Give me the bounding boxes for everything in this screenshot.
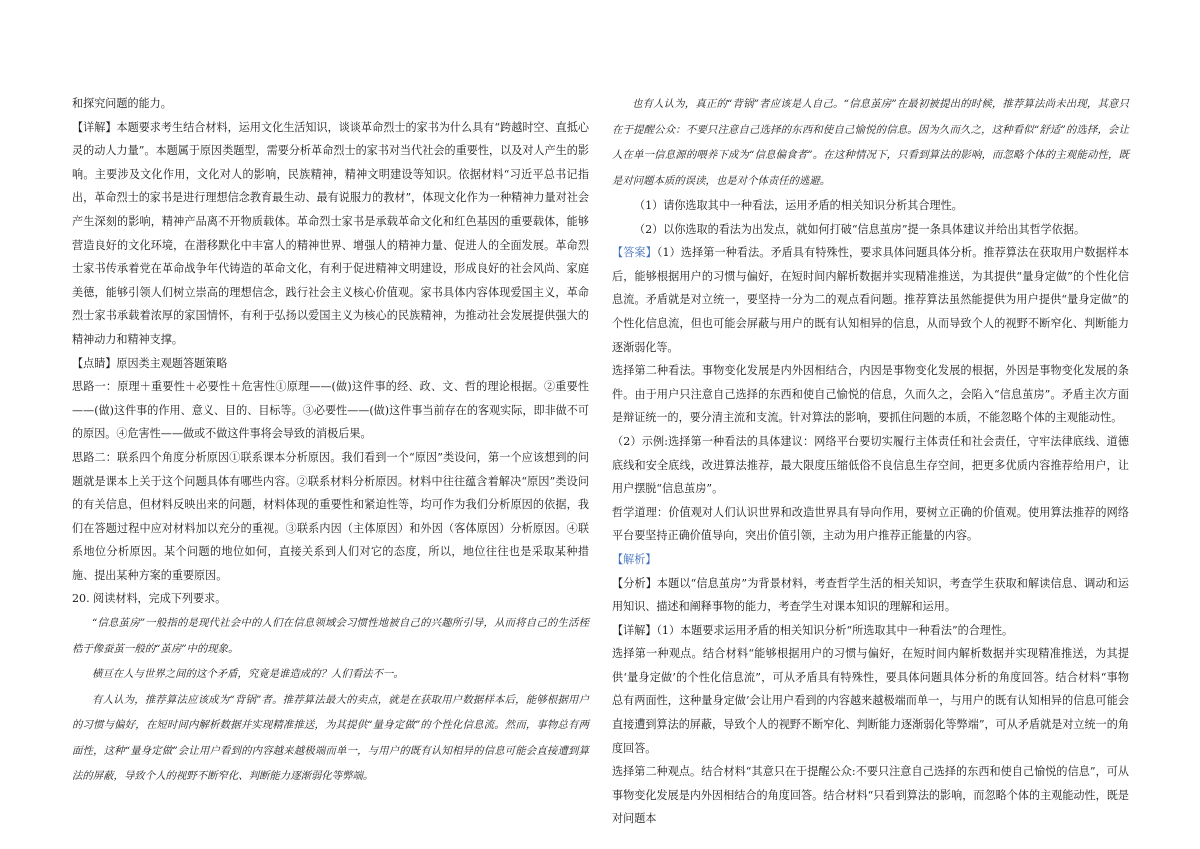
answer-paragraph-1 (612, 241, 1129, 359)
analysis-paragraph-4: 选择第二种观点。结合材料“其意只在于提醒公众:不要只注意自己选择的东西和使自己愉悦的信息”，可从事物变化发展是内外因相结合的角度回答。结合材料“只看到算法的影响，而忽略个体的主观能动性，既是对问题本 (612, 765, 1129, 826)
sub-question-2: （2）以你选取的看法为出发点，就如何打破“信息茧房”提一条具体建议并给出其哲学依据。 (634, 222, 1086, 236)
paragraph-detail-explanation: 【详解】本题要求考生结合材料，运用文化生活知识，谈谈革命烈士的家书为什么具有“跨越时空、直抵心灵的动人力量”。本题属于原因类题型，需要分析革命烈士的家书对当代社会的重要性，以及对人产生的影响。主要涉及文化作用，文化对人的影响，民族精神，精神文明建设等知识。依据材料“习近平总书记指出，革命烈士的家书是进行理想信念教育最生动、最有说服力的教材”，体现文化作为一种精神力量对社会产生深刻的影响，精神产品离不开物质载体。革命烈士家书是承载革命文化和红色基因的重要载体，能够营造良好的文化环境，在潜移默化中丰富人的精神世界、增强人的精神力量、促进人的全面发展。革命烈士家书传承着党在革命战争年代铸造的革命文化，有利于促进精神文明建设，形成良好的社会风尚、家庭美德，能够引领人们树立崇高的理想信念，践行社会主义核心价值观。家书具体内容体现爱国主义，革命烈士家书承载着浓厚的家国情怀，有利于弘扬以爱国主义为核心的民族精神，为推动社会发展提供强大的精神动力和精神支撑。 (72, 120, 589, 346)
paragraph-approach-two: 思路二：联系四个角度分析原因①联系课本分析原因。我们看到一个“原因”类设问，第一个应该想到的问题就是课本上关于这个问题具体有哪些内容。②联系材料分析原因。材料中往往蕴含着解决“原因”类设问的有关信息，但材料反映出来的问题，材料体现的重要性和紧迫性等，均可作为我们分析原因的依据，我们在答题过程中应对材料加以充分的重视。③联系内因（主体原因）和外因（客体原因）分析原因。④联系地位分析原因。某个问题的地位如何，直接关系到人们对它的态度，所以，地位往往也是采取某种措施、提出某种方案的重要原因。 (72, 450, 589, 582)
answer-tag: 【答案】 (612, 246, 657, 260)
paragraph-approach-one: 思路一：原理＋重要性＋必要性＋危害性①原理——(做)这件事的经、政、文、哲的理论根据。②重要性——(做)这件事的作用、意义、目的、目标等。③必要性——(做)这件事当前存在的客观实际，即非做不可的原因。④危害性——做或不做这件事将会导致的消极后果。 (72, 380, 589, 441)
sub-question-1: （1）请你选取其中一种看法，运用矛盾的相关知识分析其合理性。 (634, 199, 963, 212)
question-20-heading: 20. 阅读材料，完成下列要求。 (72, 592, 227, 606)
answer-paragraph-4: 哲学道理：价值观对人们认识世界和改造世界具有导向作用，要树立正确的价值观。使用算法推荐的网络平台要坚持正确价值导向，突出价值引领，主动为用户推荐正能量的内容。 (612, 505, 1129, 543)
right-column (612, 92, 1129, 831)
analysis-paragraph-2: 【详解】（1）本题要求运用矛盾的相关知识分析“所选取其中一种看法”的合理性。 (612, 623, 1014, 637)
analysis-tag: 【解析】 (612, 552, 657, 566)
material-paragraph-3: 有人认为，推荐算法应该成为“背锅”者。推荐算法最大的卖点，就是在获取用户数据样本后，能够根据用户的习惯与偏好，在短时间内解析数据并实现精准推送，为其提供“量身定做”的个性化信息流。然而，事物总有两面性，这种“量身定做”会让用户看到的内容越来越极端而单一，与用户的既有认知相异的信息可能会直接遭到算法的屏蔽，导致个人的视野不断窄化、判断能力逐渐弱化等弊端。 (72, 693, 589, 783)
answer-paragraph-3: （2）示例:选择第一种看法的具体建议：网络平台要切实履行主体责任和社会责任，守牢法律底线、道德底线和安全底线，改进算法推荐，最大限度压缩低俗不良信息生存空间，把更多优质内容推荐给用户，让用户摆脱“信息茧房”。 (612, 434, 1129, 496)
analysis-paragraph-3: 选择第一种观点。结合材料“能够根据用户的习惯与偏好，在短时间内解析数据并实现精准推送，为其提供‘量身定做’的个性化信息流”，可从矛盾具有特殊性，要具体问题具体分析的角度回答。结合材料“事物总有两面性，这种量身定做’会让用户看到的内容越来越极端而单一，与用户的既有认知相异的信息可能会直接遭到算法的屏蔽，导致个人的视野不断窄化、判断能力逐渐弱化等弊端”，可从矛盾就是对立统一的角度回答。 (612, 647, 1129, 755)
analysis-paragraph-1: 【分析】本题以“信息茧房”为背景材料，考查哲学生活的相关知识，考查学生获取和解读信息、调动和运用知识、描述和阐释事物的能力，考查学生对课本知识的理解和运用。 (612, 576, 1129, 614)
material-paragraph-2: 横亘在人与世界之间的这个矛盾，究竟是谁造成的？人们看法不一。 (92, 668, 404, 681)
material-paragraph-4: 也有人认为，真正的“背锅”者应该是人自己。“信息茧房”在最初被提出的时候，推荐算法尚未出现，其意只在于提醒公众：不要只注意自己选择的东西和使自己愉悦的信息。因为久而久之，这种看似“舒适”的选择，会让人在单一信息源的喂养下成为“信息偏食者”。在这种情况下，只看到算法的影响，而忽略个体的主观能动性，既是对问题本质的误读，也是对个体责任的逃避。 (612, 98, 1129, 187)
material-paragraph-1: “信息茧房”一般指的是现代社会中的人们在信息领域会习惯性地被自己的兴趣所引导，从而将自己的生活桎梏于像蚕茧一般的“茧房”中的现象。 (72, 617, 589, 655)
left-column (72, 92, 589, 790)
answer-paragraph-2: 选择第二种看法。事物变化发展是内外因相结合，内因是事物变化发展的根据，外因是事物变化发展的条件。由于用户只注意自己选择的东西和使自己愉悦的信息，久而久之，会陷入“信息茧房”。矛盾主次方面是辩证统一的，要分清主流和支流。针对算法的影响，要抓住问题的本质，不能忽略个体的主观能动性。 (612, 364, 1129, 425)
paragraph-ability: 和探究问题的能力。 (72, 97, 172, 110)
paragraph-tip-heading: 【点睛】原因类主观题答题策略 (72, 356, 228, 370)
answer-text: （1）选择第一种看法。矛盾具有特殊性，要求具体问题具体分析。推荐算法在获取用户数据样本后，能够根据用户的习惯与偏好，在短时间内解析数据并实现精准推送，为其提供“量身定做”的个性化信息流。矛盾就是对立统一，要坚持一分为二的观点看问题。推荐算法虽然能提供为用户提供“量身定做”的个性化信息流，但也可能会屏蔽与用户的既有认知相异的信息，从而导致个人的视野不断窄化、判断能力逐渐弱化等。 (612, 246, 1129, 354)
